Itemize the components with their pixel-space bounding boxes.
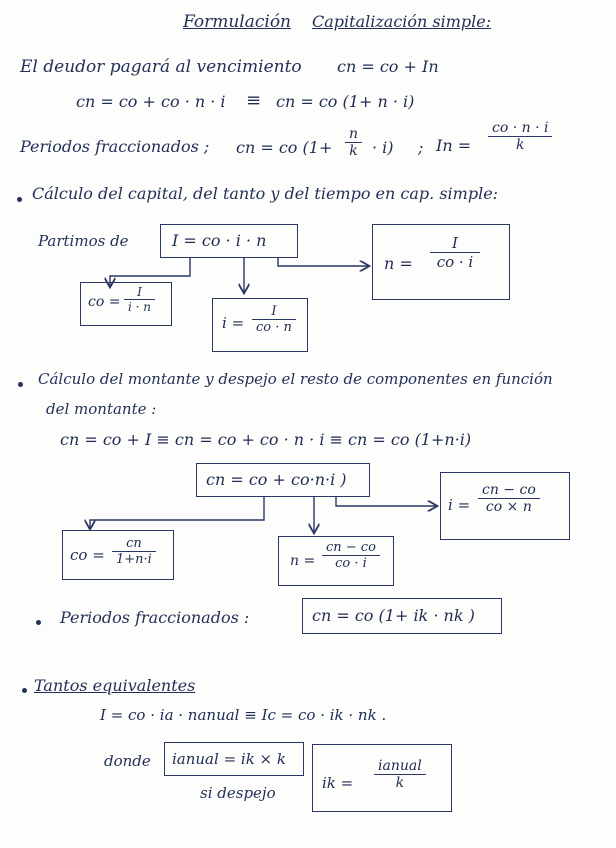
section2-co-den: 1+n·i [116,552,152,567]
periods-f2-den: k [515,137,525,153]
periods-label: Periodos fraccionados ; [20,137,210,156]
section1-i-den: co · n [256,320,292,335]
section1-i-left: i = [222,314,245,332]
intro-formula: cn = co + In [337,57,439,76]
section2-chain: cn = co + I ≡ cn = co + co · n · i ≡ cn = co (1+n·i) [60,430,472,449]
arrow-s2-left [90,497,264,528]
section1-base-formula: I = co · i · n [172,231,267,250]
periods-f2-left: In = [436,136,472,155]
arrow-s2-right [336,497,436,506]
periods-f1-num: n [345,126,362,143]
section2-heading: Cálculo del montante y despejo el resto de componentes en función [38,370,553,388]
section4-donde: donde [104,752,151,770]
section1-co-den: i · n [128,300,152,314]
section2-base-formula: cn = co + co·n·i ) [206,470,347,489]
section2-i-den: co × n [485,499,532,515]
section2-i-num: cn − co [478,482,540,499]
section4-si-despejo: si despejo [200,784,276,802]
title-subtitle: Capitalización simple: [312,12,492,31]
section2-n-num: cn − co [322,540,380,556]
section4-ik-den: k [395,775,405,791]
section3-formula: cn = co (1+ ik · nk ) [312,606,475,625]
section4-boxed: ianual = ik × k [172,750,286,768]
section4-formula: I = co · ia · nanual ≡ Ic = co · ik · nk . [100,706,387,724]
section1-heading: Cálculo del capital, del tanto y del tiempo en cap. simple: [32,184,499,203]
section1-partimos: Partimos de [38,232,129,250]
periods-f1-left: cn = co (1+ [236,138,333,157]
periods-f1-right: · i) [372,138,394,157]
section2-co-num: cn [112,536,156,552]
section1-n-left: n = [384,254,413,273]
periods-f1-den: k [349,143,358,159]
line2-right: cn = co (1+ n · i) [276,92,415,111]
line2-left: cn = co + co · n · i [76,92,226,111]
line2-equiv: ≡ [246,90,262,111]
section4-heading: Tantos equivalentes [34,676,196,695]
section3-label: Periodos fraccionados : [60,608,250,627]
section2-i-left: i = [448,496,471,514]
section1-co-num: I [124,285,155,300]
section2-co-left: co = [70,546,105,564]
section4-ik-left: ik = [322,774,354,792]
intro-text: El deudor pagará al vencimiento [20,57,302,77]
section1-i-num: I [252,304,296,320]
section2-n-left: n = [290,553,316,569]
arrow-s1-left [110,258,190,286]
periods-f2-num: co · n · i [488,120,552,137]
section1-n-den: co · i [436,253,474,271]
section2-n-den: co · i [335,556,367,571]
title-formulacion: Formulación [183,12,292,32]
section4-ik-num: ianual [374,758,426,775]
periods-sep: ; [418,138,424,157]
section1-co-left: co = [88,294,121,310]
arrow-s1-right [278,258,368,266]
section2-heading2: del montante : [46,400,157,418]
section1-n-num: I [430,234,480,253]
